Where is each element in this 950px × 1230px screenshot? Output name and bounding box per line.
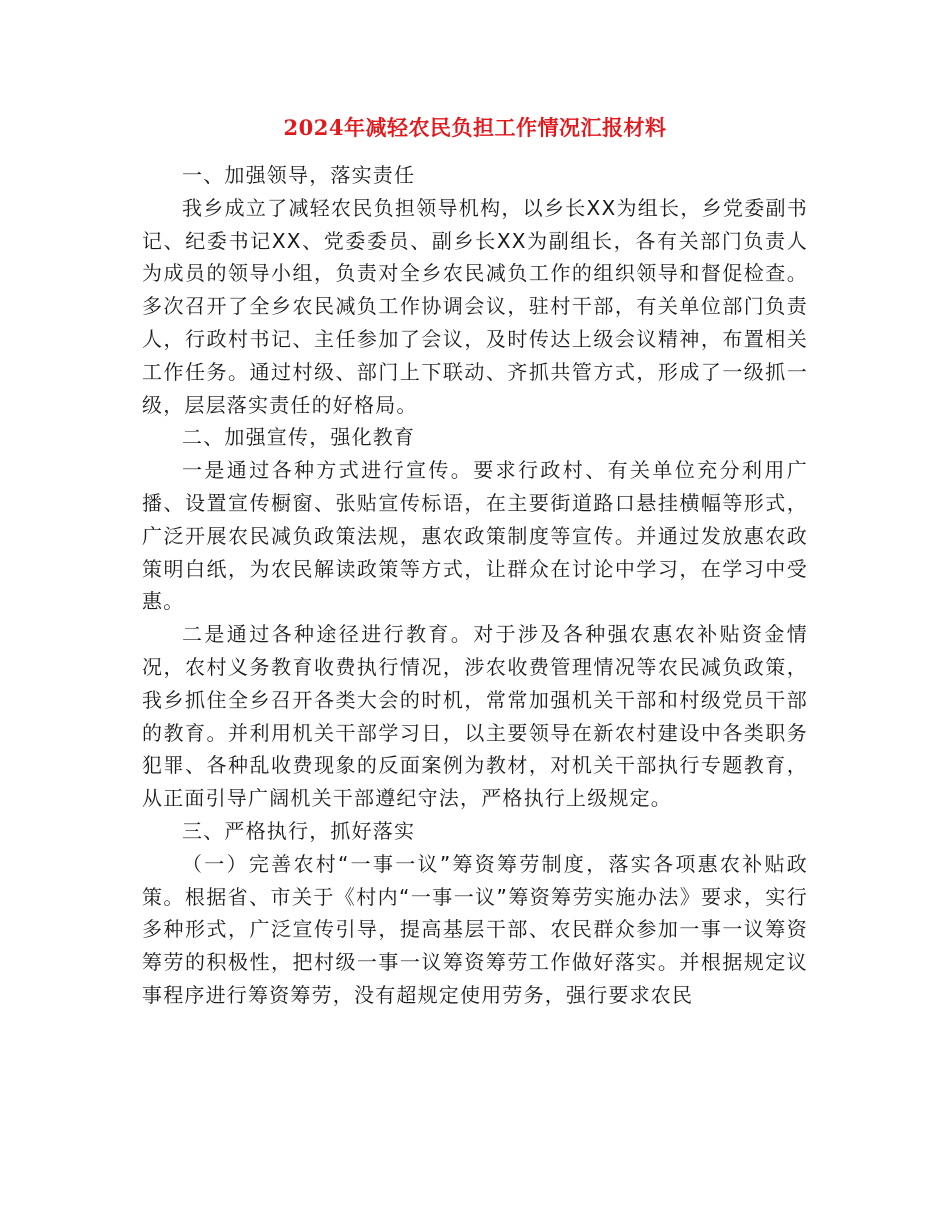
heading-section-1: 一、加强领导，落实责任 bbox=[182, 163, 416, 187]
paragraph-publicity: 一是通过各种方式进行宣传。要求行政村、有关单位充分利用广播、设置宣传橱窗、张贴宣传标语，在主要街道路口悬挂横幅等形式，广泛开展农民减负政策法规，惠农政策制度等宣传。并通过发放惠农政策明白纸，为农民解读政策等方式，让群众在讨论中学习，在学习中受惠。 bbox=[142, 458, 808, 614]
document-body bbox=[142, 159, 808, 1012]
paragraph-implementation: （一）完善农村“一事一议”筹资筹劳制度，落实各项惠农补贴政策。根据省、市关于《村内“一事一议”筹资筹劳实施办法》要求，实行多种形式，广泛宣传引导，提高基层干部、农民群众参加一事一议筹资筹劳的积极性，把村级一事一议筹资筹劳工作做好落实。并根据规定议事程序进行筹资筹劳，没有超规定使用劳务，强行要求农民 bbox=[142, 851, 808, 1007]
heading-section-3: 三、严格执行，抓好落实 bbox=[182, 818, 416, 843]
paragraph-education: 二是通过各种途径进行教育。对于涉及各种强农惠农补贴资金情况，农村义务教育收费执行情况，涉农收费管理情况等农民减负政策，我乡抓住全乡召开各类大会的时机，常常加强机关干部和村级党员干部的教育。并利用机关干部学习日，以主要领导在新农村建设中各类职务犯罪、各种乱收费现象的反面案例为教材，对机关干部执行专题教育，从正面引导广阔机关干部遵纪守法，严格执行上级规定。 bbox=[142, 622, 808, 811]
paragraph-leadership: 我乡成立了减轻农民负担领导机构，以乡长XX为组长，乡党委副书记、纪委书记XX、党委委员、副乡长XX为副组长，各有关部门负责人为成员的领导小组，负责对全乡农民减负工作的组织领导和督促检查。多次召开了全乡农民减负工作协调会议，驻村干部，有关单位部门负责人，行政村书记、主任参加了会议，及时传达上级会议精神，布置相关工作任务。通过村级、部门上下联动、齐抓共管方式，形成了一级抓一级，层层落实责任的好格局。 bbox=[142, 195, 808, 417]
heading-section-2: 二、加强宣传，强化教育 bbox=[182, 425, 416, 450]
document-title: 2024年减轻农民负担工作情况汇报材料 bbox=[283, 115, 667, 140]
